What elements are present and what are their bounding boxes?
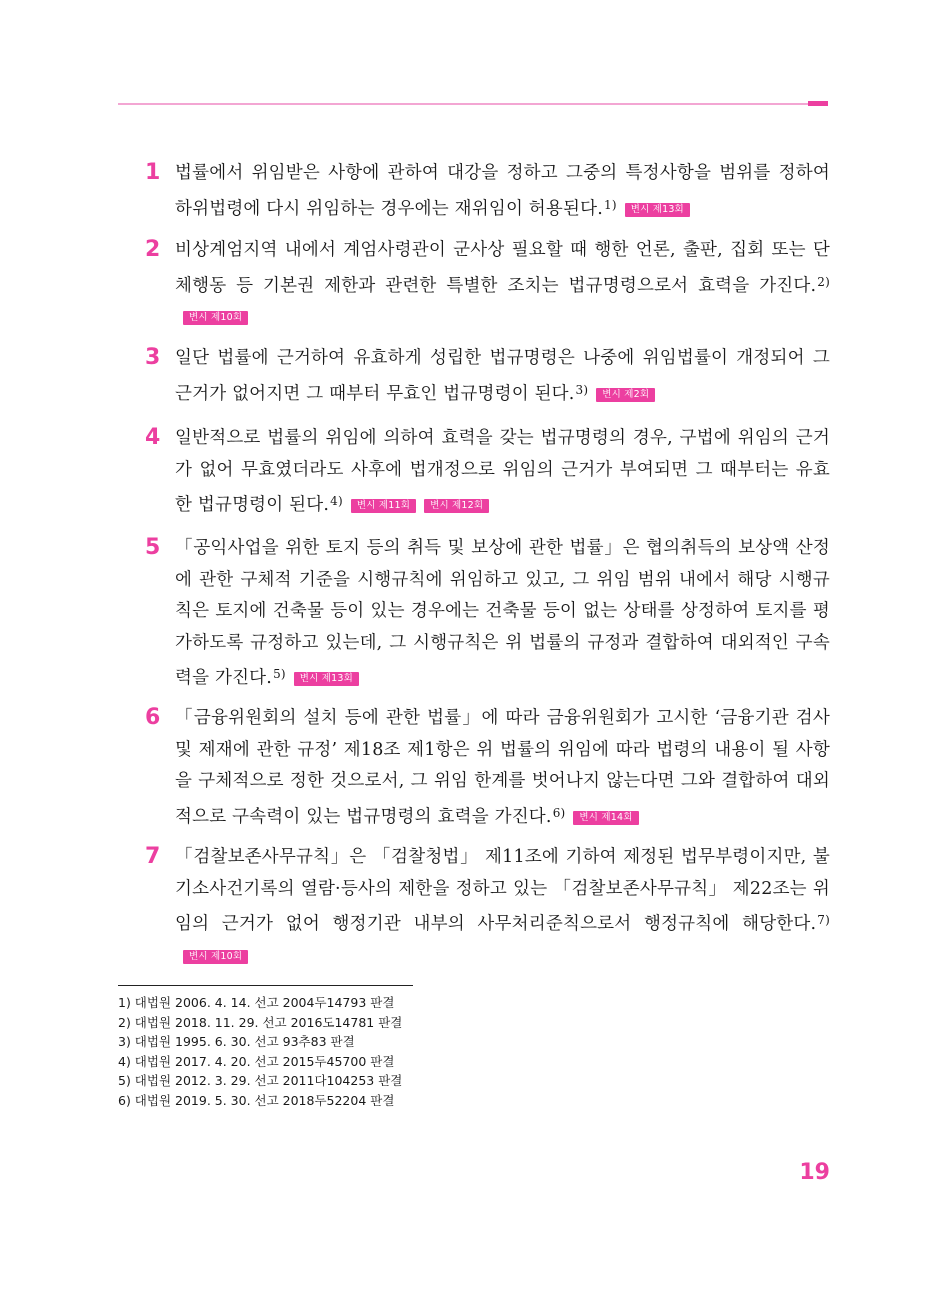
page-number: 19 (799, 1160, 830, 1185)
exam-badge: 변시 제10회 (183, 311, 248, 325)
footnote-ref: 1) (604, 197, 617, 212)
footnote-1: 1) 대법원 2006. 4. 14. 선고 2004두14793 판결 (118, 995, 395, 1010)
item-number: 5 (145, 535, 161, 560)
statement-item-4 (145, 423, 830, 522)
exam-badge: 변시 제13회 (294, 672, 359, 686)
statement-item-5 (145, 533, 830, 695)
statement-item-7 (145, 842, 830, 972)
footnote-4: 4) 대법원 2017. 4. 20. 선고 2015두45700 판결 (118, 1053, 395, 1069)
item-number: 7 (145, 844, 161, 869)
exam-badge: 변시 제12회 (424, 499, 489, 513)
item-number: 4 (145, 425, 161, 450)
item-number: 1 (145, 160, 161, 185)
statement-item-2 (145, 235, 830, 334)
item-number: 6 (145, 705, 161, 730)
header-rule (118, 103, 808, 105)
footnote-3: 3) 대법원 1995. 6. 30. 선고 93추83 판결 (118, 1034, 355, 1049)
footnote-6: 6) 대법원 2019. 5. 30. 선고 2018두52204 판결 (118, 1092, 395, 1108)
item-text: 법률에서 위임받은 사항에 관하여 대강을 정하고 그중의 특정사항을 범위를 정하여 하위법령에 다시 위임하는 경우에는 재위임이 허용된다.$^{1)}$ 변시 제13회 (175, 163, 830, 219)
item-number: 2 (145, 237, 161, 262)
header-rule-accent (808, 101, 828, 106)
footnote-ref: 6) (552, 805, 566, 820)
statement-item-6 (145, 703, 830, 833)
item-text: 일반적으로 법률의 위임에 의하여 효력을 갖는 법규명령의 경우, 구법에 위임의 근거가 없어 무효였더라도 사후에 법개정으로 위임의 근거가 부여되면 그 때부터는 유효한 법규명령이 된다.$^{4)}$ 변시 제11회 변시 제12회 (175, 428, 830, 515)
item-text: 「금융위원회의 설치 등에 관한 법률」에 따라 금융위원회가 고시한 ‘금융기관 검사 및 제재에 관한 규정’ 제18조 제1항은 위 법률의 위임에 따라 법령의 내용이 될 사항을 구체적으로 정한 것으로서, 그 위임 한계를 벗어나지 않는다면 그와 결합하여 대외적으로 구속력이 있는 법규명령의 효력을 가진다.$^{6)}$ 변시 제14회 (175, 708, 830, 827)
item-number: 3 (145, 345, 161, 370)
statement-item-1 (145, 158, 830, 225)
footnote-5: 5) 대법원 2012. 3. 29. 선고 2011다104253 판결 (118, 1073, 403, 1088)
exam-badge: 변시 제2회 (596, 388, 655, 402)
footnote-ref: 5) (273, 667, 286, 681)
footnote-ref: 7) (817, 913, 830, 927)
exam-badge: 변시 제13회 (625, 203, 690, 217)
exam-badge: 변시 제14회 (573, 811, 638, 825)
item-text: 일단 법률에 근거하여 유효하게 성립한 법규명령은 나중에 위임법률이 개정되어 그 근거가 없어지면 그 때부터 무효인 법규명령이 된다.$^{3)}$ 변시 제2회 (175, 348, 830, 404)
footnote-ref: 4) (330, 494, 343, 508)
statement-item-3 (145, 343, 830, 410)
footnote-2: 2) 대법원 2018. 11. 29. 선고 2016도14781 판결 (118, 1014, 403, 1030)
exam-badge: 변시 제11회 (351, 499, 416, 513)
item-text: 「검찰보존사무규칙」은 「검찰청법」 제11조에 기하여 제정된 법무부령이지만, 불기소사건기록의 열람·등사의 제한을 정하고 있는 「검찰보존사무규칙」 제22조는 위임의 근거가 없어 행정기관 내부의 사무처리준칙으로서 행정규칙에 해당한다.$^{7)}$변시 제10회 (175, 847, 830, 962)
exam-badge: 변시 제10회 (183, 950, 248, 964)
item-text: 「공익사업을 위한 토지 등의 취득 및 보상에 관한 법률」은 협의취득의 보상액 산정에 관한 구체적 기준을 시행규칙에 위임하고 있고, 그 위임 범위 내에서 해당 시행규칙은 토지에 건축물 등이 있는 경우에는 건축물 등이 없는 상태를 상정하여 토지를 평가하도록 규정하고 있는데, 그 시행규칙은 위 법률의 규정과 결합하여 대외적인 구속력을 가진다.$^{5)}$ 변시 제13회 (175, 538, 830, 688)
footnote-divider (118, 985, 413, 986)
footnotes (118, 993, 718, 1110)
footnote-ref: 3) (575, 382, 589, 397)
footnote-ref: 2) (817, 274, 830, 289)
item-text: 비상계엄지역 내에서 계엄사령관이 군사상 필요할 때 행한 언론, 출판, 집회 또는 단체행동 등 기본권 제한과 관련한 특별한 조치는 법규명령으로서 효력을 가진다.$^{2)}$변시 제10회 (175, 240, 830, 323)
